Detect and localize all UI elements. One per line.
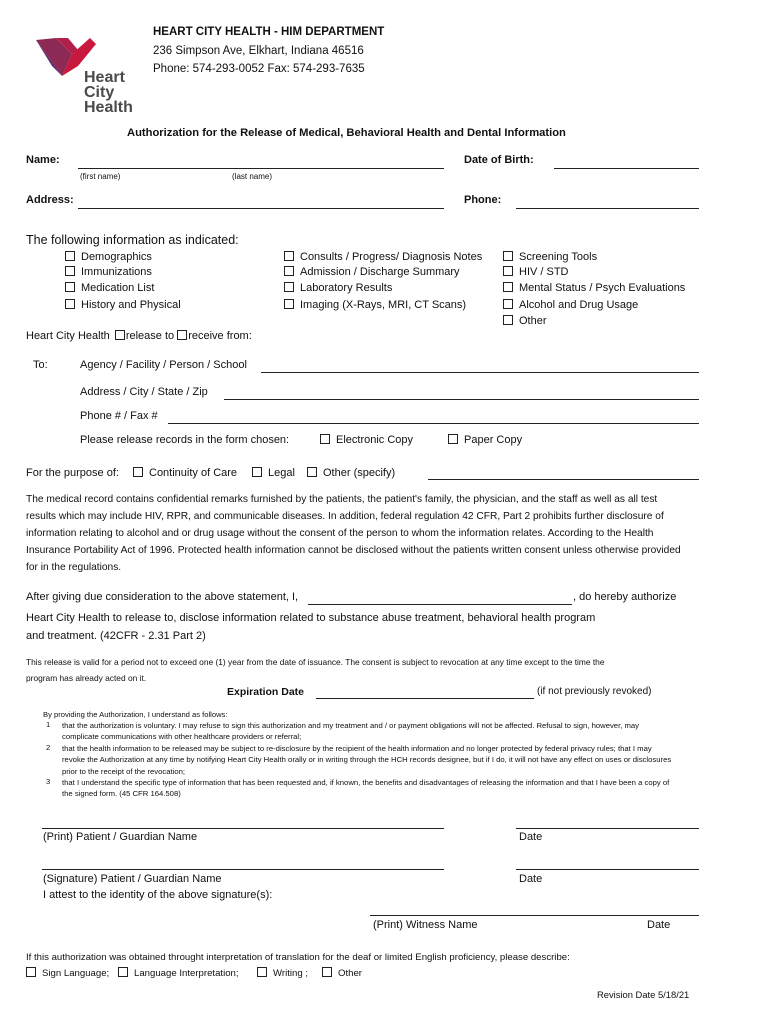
- checkbox[interactable]: [284, 282, 294, 292]
- first-name-hint: (first name): [80, 172, 121, 181]
- checkbox[interactable]: [307, 467, 317, 477]
- attest-text: I attest to the identity of the above signature(s):: [43, 889, 273, 901]
- checkbox[interactable]: [448, 434, 458, 444]
- item-text: that the authorization is voluntary. I may refuse to sign this authorization and my treatment and / or payment obligations will not be affected. Refusal to sign, however, may complicate communications with other healthcare providers or referral;: [62, 721, 640, 742]
- purpose-label: For the purpose of:: [26, 467, 119, 479]
- agency-field[interactable]: [261, 372, 699, 373]
- option-label: Electronic Copy: [336, 434, 414, 446]
- purpose-other-field[interactable]: [428, 479, 699, 480]
- info-option-hiv-std[interactable]: [503, 266, 569, 278]
- recipient-phone-fax-label: Phone # / Fax #: [80, 410, 158, 422]
- info-option-alcohol-drug[interactable]: [503, 299, 638, 311]
- logo-text-line2: City: [84, 84, 115, 101]
- option-label: Alcohol and Drug Usage: [519, 299, 639, 311]
- checkbox[interactable]: [26, 967, 36, 977]
- item-text: that the health information to be released may be subject to re-disclosure by the recipient of the health information and no longer protected by federal privacy rules; that I may revoke the Authorization at any time by notifying Heart City Health orally or in writing through the HCH records designee, but if I do, it will not have any effect on uses or disclosures prior to the receipt of the revocation;: [62, 744, 672, 776]
- option-label: Legal: [268, 467, 295, 479]
- agency-label: Agency / Facility / Person / School: [80, 359, 247, 371]
- revision-date: Revision Date 5/18/21: [597, 989, 690, 1000]
- info-option-medication-list[interactable]: [65, 282, 154, 294]
- authorizer-name-field[interactable]: [308, 604, 572, 605]
- info-option-imaging[interactable]: [284, 299, 466, 311]
- option-label: Demographics: [81, 251, 152, 263]
- item-number: 2: [46, 743, 51, 752]
- info-option-consults[interactable]: [284, 251, 482, 263]
- checkbox[interactable]: [65, 266, 75, 276]
- expiration-label: Expiration Date: [227, 686, 305, 698]
- option-label: Other: [338, 968, 362, 979]
- release-to-label: release to: [125, 330, 175, 342]
- option-label: HIV / STD: [519, 266, 569, 278]
- authorize-lead: After giving due consideration to the above statement, I,: [26, 591, 299, 603]
- receive-from-checkbox[interactable]: [177, 330, 187, 340]
- release-prefix: Heart City Health: [26, 330, 110, 342]
- option-label: Imaging (X-Rays, MRI, CT Scans): [300, 299, 467, 311]
- recipient-phone-fax-field[interactable]: [168, 423, 699, 424]
- checkbox[interactable]: [503, 251, 513, 261]
- form-title: Authorization for the Release of Medical, Behavioral Health and Dental Information: [127, 127, 566, 139]
- org-address: 236 Simpson Ave, Elkhart, Indiana 46516: [153, 45, 364, 57]
- info-option-screening[interactable]: [503, 251, 597, 263]
- paper-copy-option[interactable]: [448, 434, 522, 446]
- recipient-address-label: Address / City / State / Zip: [80, 386, 208, 398]
- address-label: Address:: [26, 194, 74, 206]
- validity-line1: This release is valid for a period not to exceed one (1) year from the date of issuance. The consent is subject to revocation at any time except to the time the: [26, 657, 605, 667]
- signature-date-field[interactable]: [516, 869, 699, 870]
- option-label: Continuity of Care: [149, 467, 238, 479]
- checkbox[interactable]: [322, 967, 332, 977]
- dob-field[interactable]: [554, 168, 699, 169]
- release-to-checkbox[interactable]: [115, 330, 125, 340]
- phone-label: Phone:: [464, 194, 502, 206]
- witness-label: (Print) Witness Name: [373, 919, 478, 931]
- expiration-field[interactable]: [316, 698, 534, 699]
- item-number: 3: [46, 777, 51, 786]
- checkbox[interactable]: [284, 266, 294, 276]
- signature-label: (Signature) Patient / Guardian Name: [43, 873, 222, 885]
- checkbox[interactable]: [284, 299, 294, 309]
- info-option-laboratory[interactable]: [284, 282, 392, 294]
- item-number: 1: [46, 720, 51, 729]
- confidential-paragraph: The medical record contains confidential remarks furnished by the patients, the patient's family, the physician, and the staff as well as all test results which may include HIV, RPR, and communicable diseases. In addition, federal regulation 42 CFR, Part 2 prohibits further disclosure of information relating to alcohol and or drug usage without the consent of the person to whom the information relates. According to the Health Insurance Portability Act of 1996. Protected health information cannot be disclosed without the patients written consent unless otherwise provided for in the regulations.: [26, 494, 681, 573]
- option-label: Language Interpretation;: [134, 968, 239, 979]
- release-direction: [26, 330, 252, 342]
- item-text: that I understand the specific type of information that has been requested and, if known, the benefits and disadvantages of releasing the information and that I have been a copy of the signed form. (45 CFR 164.508): [62, 778, 670, 799]
- witness-field[interactable]: [370, 915, 699, 916]
- receive-from-label: receive from:: [188, 330, 252, 342]
- checkbox[interactable]: [118, 967, 128, 977]
- checkbox[interactable]: [284, 251, 294, 261]
- print-name-field[interactable]: [42, 828, 444, 829]
- option-label: Medication List: [81, 282, 155, 294]
- dob-label: Date of Birth:: [464, 154, 534, 166]
- option-label: Other: [519, 315, 547, 327]
- expiration-note: (if not previously revoked): [537, 686, 652, 697]
- logo-text-line3: Health: [84, 99, 133, 116]
- option-label: Paper Copy: [464, 434, 523, 446]
- info-option-immunizations[interactable]: [65, 266, 152, 278]
- interpretation-question: If this authorization was obtained throught interpretation of translation for the deaf or limited English proficiency, please describe:: [26, 952, 570, 963]
- option-label: Consults / Progress/ Diagnosis Notes: [300, 251, 483, 263]
- option-label: Other (specify): [323, 467, 396, 479]
- option-label: Laboratory Results: [300, 282, 393, 294]
- option-label: Mental Status / Psych Evaluations: [519, 282, 686, 294]
- signature-date-label: Date: [519, 873, 543, 885]
- checkbox[interactable]: [320, 434, 330, 444]
- checkbox[interactable]: [503, 282, 513, 292]
- checkbox[interactable]: [252, 467, 262, 477]
- validity-line2: program has already acted on it.: [26, 673, 147, 683]
- interp-language[interactable]: [118, 967, 239, 979]
- info-option-history-physical[interactable]: [65, 299, 181, 311]
- electronic-copy-option[interactable]: [320, 434, 413, 446]
- interp-other[interactable]: [322, 967, 362, 979]
- name-field[interactable]: [78, 168, 444, 169]
- signature-field[interactable]: [42, 869, 444, 870]
- logo-text-line1: Heart: [84, 69, 125, 86]
- info-option-demographics[interactable]: [65, 251, 152, 263]
- address-field[interactable]: [78, 208, 444, 209]
- checkbox[interactable]: [503, 266, 513, 276]
- recipient-address-field[interactable]: [224, 399, 699, 400]
- info-option-other[interactable]: [503, 315, 547, 327]
- form-chosen-label: Please release records in the form chosen:: [80, 434, 290, 446]
- info-option-admission[interactable]: [284, 266, 460, 278]
- option-label: Admission / Discharge Summary: [300, 266, 460, 278]
- checkbox[interactable]: [65, 299, 75, 309]
- understanding-intro: By providing the Authorization, I understand as follows:: [43, 710, 228, 719]
- checkbox[interactable]: [503, 299, 513, 309]
- checkbox[interactable]: [65, 251, 75, 261]
- info-option-mental-status[interactable]: [503, 282, 685, 294]
- to-label: To:: [33, 359, 48, 371]
- last-name-hint: (last name): [232, 172, 273, 181]
- interp-sign-language[interactable]: [26, 967, 109, 979]
- authorize-tail: , do hereby authorize: [573, 591, 677, 603]
- info-heading: The following information as indicated:: [26, 233, 239, 247]
- interp-writing[interactable]: [257, 967, 308, 979]
- option-label: Sign Language;: [42, 968, 110, 979]
- option-label: Screening Tools: [519, 251, 598, 263]
- org-phone-fax: Phone: 574-293-0052 Fax: 574-293-7635: [153, 63, 365, 75]
- purpose-other[interactable]: [307, 467, 395, 479]
- witness-date-label: Date: [647, 919, 671, 931]
- checkbox[interactable]: [133, 467, 143, 477]
- authorize-line3: and treatment. (42CFR - 2.31 Part 2): [26, 630, 206, 642]
- checkbox[interactable]: [257, 967, 267, 977]
- authorize-line2: Heart City Health to release to, disclose information related to substance abuse treatment, behavioral health program: [26, 612, 596, 624]
- checkbox[interactable]: [503, 315, 513, 325]
- print-date-label: Date: [519, 831, 543, 843]
- org-title: HEART CITY HEALTH - HIM DEPARTMENT: [153, 26, 385, 38]
- checkbox[interactable]: [65, 282, 75, 292]
- purpose-continuity[interactable]: [133, 467, 237, 479]
- phone-field[interactable]: [516, 208, 699, 209]
- name-label: Name:: [26, 154, 60, 166]
- print-name-label: (Print) Patient / Guardian Name: [43, 831, 198, 843]
- option-label: Immunizations: [81, 266, 152, 278]
- purpose-legal[interactable]: [252, 467, 295, 479]
- option-label: Writing ;: [273, 968, 309, 979]
- print-date-field[interactable]: [516, 828, 699, 829]
- option-label: History and Physical: [81, 299, 181, 311]
- heart-city-health-logo: [34, 36, 133, 116]
